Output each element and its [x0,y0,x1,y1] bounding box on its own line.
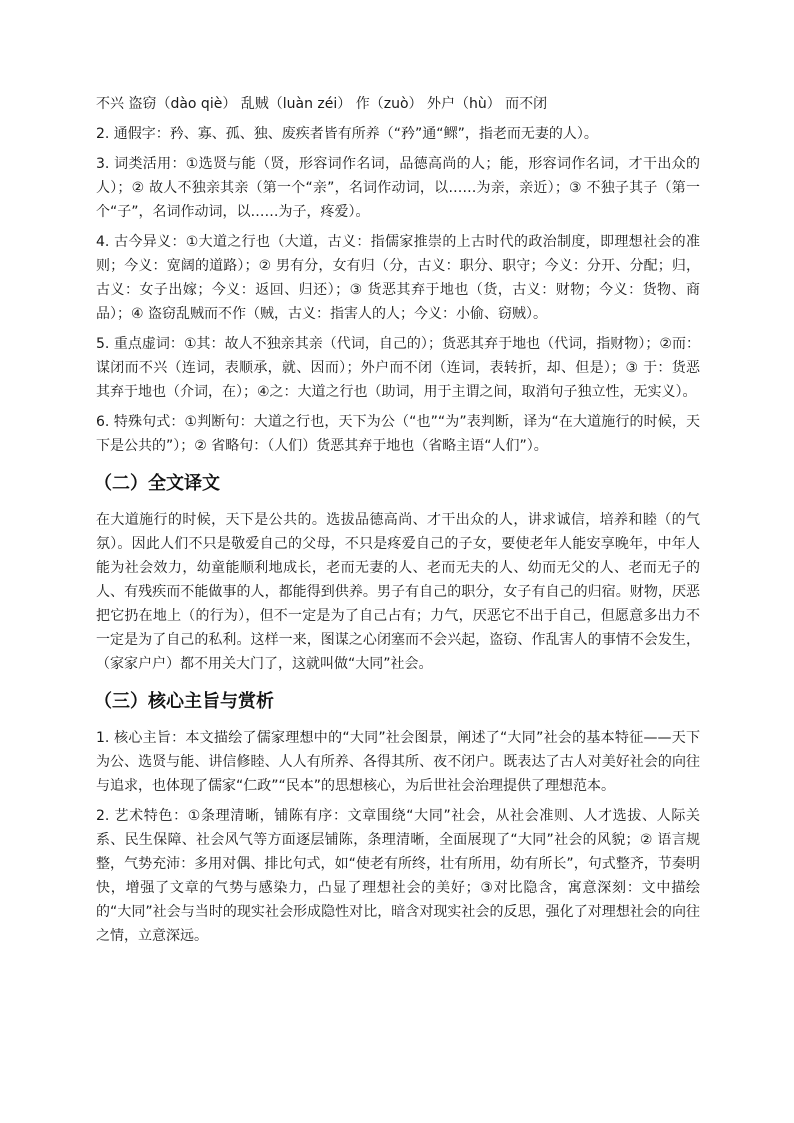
tongjiazi-paragraph: 2. 通假字：矜、寡、孤、独、废疾者皆有所养（“矜”通“鳏”，指老而无妻的人）。 [96,126,598,142]
word-class-paragraph: 3. 词类活用：①选贤与能（贤，形容词作名词，品德高尚的人；能，形容词作名词，才干出众的人）；② 故人不独亲其亲（第一个“亲”，名词作动词，以……为亲，亲近）；③ 不独子其子（第一个“子”，名词作动词，以……为子，疼爱）。 [96,156,700,220]
special-sentence-paragraph: 6. 特殊句式：①判断句：大道之行也，天下为公（“也”“为”表判断，译为“在大道施行的时候，天下是公共的”）；② 省略句：（人们）货恶其弃于地也（省略主语“人们”）。 [96,414,700,454]
core-theme-paragraph: 1. 核心主旨：本文描绘了儒家理想中的“大同”社会图景，阐述了“大同”社会的基本特征——天下为公、选贤与能、讲信修睦、人人有所养、各得其所、夜不闭户。既表达了古人对美好社会的向往与追求，也体现了儒家“仁政”“民本”的思想核心，为后世社会治理提供了理想范本。 [96,730,700,794]
translation-paragraph: 在大道施行的时候，天下是公共的。选拔品德高尚、才干出众的人，讲求诚信，培养和睦（的气氛）。因此人们不只是敬爱自己的父母，不只是疼爱自己的子女，要使老年人能安享晚年，中年人能为社会效力，幼童能顺利地成长，老而无妻的人、老而无夫的人、幼而无父的人、老而无子的人、有残疾而不能做事的人，都能得到供养。男子有自己的职分，女子有自己的归宿。财物，厌恶把它扔在地上（的行为），但不一定是为了自己占有；力气，厌恶它不出于自己，但愿意多出力不一定是为了自己的私利。这样一来，图谋之心闭塞而不会兴起，盗窃、作乱害人的事情不会发生，（家家户户）都不用关大门了，这就叫做“大同”社会。 [96,512,700,672]
vocab-pronunciation-line: 不兴 盗窃（dào qiè） 乱贼（luàn zéi） 作（zuò） 外户（hù） 而不闭 [96,96,548,112]
function-words-paragraph: 5. 重点虚词：①其：故人不独亲其亲（代词，自己的）；货恶其弃于地也（代词，指财物）；②而：谋闭而不兴（连词，表顺承，就、因而）；外户而不闭（连词，表转折，却、但是）；③ 于：货恶其弃于地也（介词，在）；④之：大道之行也（助词，用于主谓之间，取消句子独立性，无实义）。 [96,336,700,400]
ancient-modern-meaning-paragraph: 4. 古今异义：①大道之行也（大道，古义：指儒家推崇的上古时代的政治制度，即理想社会的准则；今义：宽阔的道路）；② 男有分，女有归（分，古义：职分、职守；今义：分开、分配；归，古义：女子出嫁；今义：返回、归还）；③ 货恶其弃于地也（货，古义：财物；今义：货物、商品）；④ 盗窃乱贼而不作（贼，古义：指害人的人；今义：小偷、窃贼）。 [96,234,700,322]
section-heading-translation: （二）全文译文 [94,473,220,494]
section-heading-theme: （三）核心主旨与赏析 [94,691,274,712]
document-body [96,92,700,954]
artistic-features-paragraph: 2. 艺术特色：①条理清晰，铺陈有序：文章围绕“大同”社会，从社会准则、人才选拔、人际关系、民生保障、社会风气等方面逐层铺陈，条理清晰，全面展现了“大同”社会的风貌；② 语言规整，气势充沛：多用对偶、排比句式，如“使老有所终，壮有所用，幼有所长”，句式整齐，节奏明快，增强了文章的气势与感染力，凸显了理想社会的美好；③对比隐含，寓意深刻：文中描绘的“大同”社会与当时的现实社会形成隐性对比，暗含对现实社会的反思，强化了对理想社会的向往之情，立意深远。 [96,808,700,944]
